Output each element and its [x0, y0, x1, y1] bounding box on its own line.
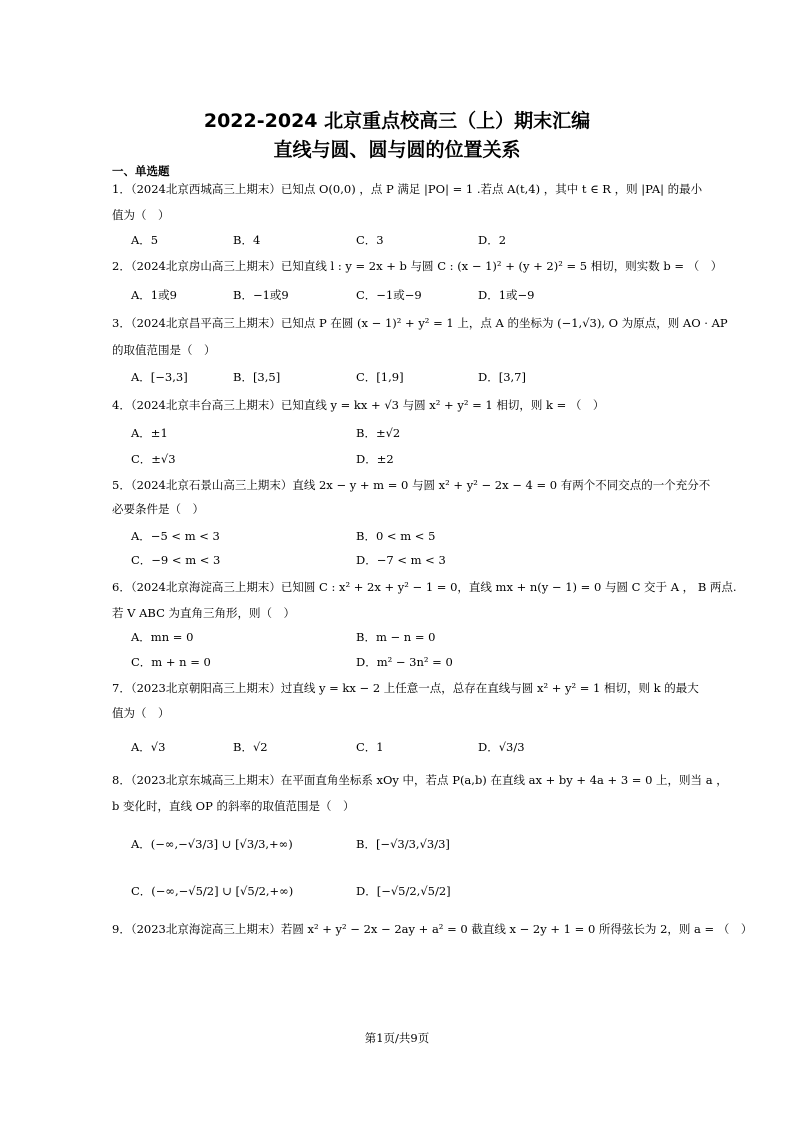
question-4-option-c: C．±√3 [131, 452, 176, 466]
question-8-option-a: A．(−∞,−√3/3] ∪ [√3/3,+∞) [131, 837, 293, 851]
question-7-line-1: 7．（2023北京朝阳高三上期末）过直线 y = kx − 2 上任意一点，总存在直线与圆 x² + y² = 1 相切，则 k 的最大 [112, 681, 699, 695]
question-6-option-a: A．mn = 0 [131, 630, 194, 644]
question-5-option-d: D．−7 < m < 3 [356, 553, 446, 567]
question-1-option-b: B．4 [233, 233, 261, 247]
question-7-option-a: A．√3 [131, 740, 166, 754]
question-1-option-a: A．5 [131, 233, 159, 247]
document-subtitle: 直线与圆、圆与圆的位置关系 [273, 139, 521, 161]
question-4-option-b: B．±√2 [356, 426, 401, 440]
question-2-option-c: C．−1或−9 [356, 288, 422, 302]
question-3-line-1: 3．（2024北京昌平高三上期末）已知点 P 在圆 (x − 1)² + y² = 1 上，点 A 的坐标为 (−1,√3), O 为原点，则 AO · AP [112, 316, 728, 330]
question-9-line-1: 9．（2023北京海淀高三上期末）若圆 x² + y² − 2x − 2ay + a² = 0 截直线 x − 2y + 1 = 0 所得弦长为 2，则 a = （ ） [112, 922, 753, 936]
question-7-option-d: D．√3/3 [478, 740, 525, 754]
question-8-line-2: b 变化时，直线 OP 的斜率的取值范围是（ ） [112, 799, 355, 813]
question-5-option-b: B．0 < m < 5 [356, 529, 436, 543]
question-5-line-2: 必要条件是（ ） [112, 502, 204, 516]
question-2-option-b: B．−1或9 [233, 288, 289, 302]
question-8-option-d: D．[−√5/2,√5/2] [356, 884, 451, 898]
question-3-line-2: 的取值范围是（ ） [112, 343, 216, 357]
question-7-option-b: B．√2 [233, 740, 268, 754]
question-5-line-1: 5．（2024北京石景山高三上期末）直线 2x − y + m = 0 与圆 x² + y² − 2x − 4 = 0 有两个不同交点的一个充分不 [112, 478, 711, 492]
question-3-option-a: A．[−3,3] [131, 370, 188, 384]
question-4-option-d: D．±2 [356, 452, 394, 466]
question-6-line-1: 6．（2024北京海淀高三上期末）已知圆 C : x² + 2x + y² − 1 = 0，直线 mx + n(y − 1) = 0 与圆 C 交于 A ， B 两点. [112, 580, 737, 594]
question-7-option-c: C．1 [356, 740, 384, 754]
section-heading: 一、单选题 [112, 164, 170, 178]
question-1-line-2: 值为（ ） [112, 208, 170, 222]
question-3-option-d: D．[3,7] [478, 370, 526, 384]
question-3-option-c: C．[1,9] [356, 370, 404, 384]
question-2-option-d: D．1或−9 [478, 288, 535, 302]
question-6-option-c: C．m + n = 0 [131, 655, 211, 669]
question-6-option-d: D．m² − 3n² = 0 [356, 655, 453, 669]
question-3-option-b: B．[3,5] [233, 370, 281, 384]
question-6-option-b: B．m − n = 0 [356, 630, 436, 644]
question-2-line-1: 2．（2024北京房山高三上期末）已知直线 l : y = 2x + b 与圆 C : (x − 1)² + (y + 2)² = 5 相切，则实数 b = （ ） [112, 259, 723, 273]
question-4-line-1: 4．（2024北京丰台高三上期末）已知直线 y = kx + √3 与圆 x² + y² = 1 相切，则 k = （ ） [112, 398, 605, 412]
question-1-option-d: D．2 [478, 233, 507, 247]
question-8-option-b: B．[−√3/3,√3/3] [356, 837, 450, 851]
question-6-line-2: 若 V ABC 为直角三角形，则（ ） [112, 606, 296, 620]
question-5-option-c: C．−9 < m < 3 [131, 553, 221, 567]
page-footer: 第1页/共9页 [364, 1031, 430, 1045]
document-title: 2022-2024 北京重点校高三（上）期末汇编 [203, 110, 591, 132]
question-4-option-a: A．±1 [131, 426, 168, 440]
question-5-option-a: A．−5 < m < 3 [131, 529, 220, 543]
question-7-line-2: 值为（ ） [112, 706, 170, 720]
question-8-option-c: C．(−∞,−√5/2] ∪ [√5/2,+∞) [131, 884, 294, 898]
question-2-option-a: A．1或9 [131, 288, 177, 302]
question-8-line-1: 8．（2023北京东城高三上期末）在平面直角坐标系 xOy 中，若点 P(a,b) 在直线 ax + by + 4a + 3 = 0 上，则当 a ， [112, 773, 728, 787]
question-1-option-c: C．3 [356, 233, 384, 247]
question-1-line-1: 1．（2024北京西城高三上期末）已知点 O(0,0) ，点 P 满足 |PO| = 1 .若点 A(t,4) ，其中 t ∈ R ，则 |PA| 的最小 [112, 182, 703, 196]
